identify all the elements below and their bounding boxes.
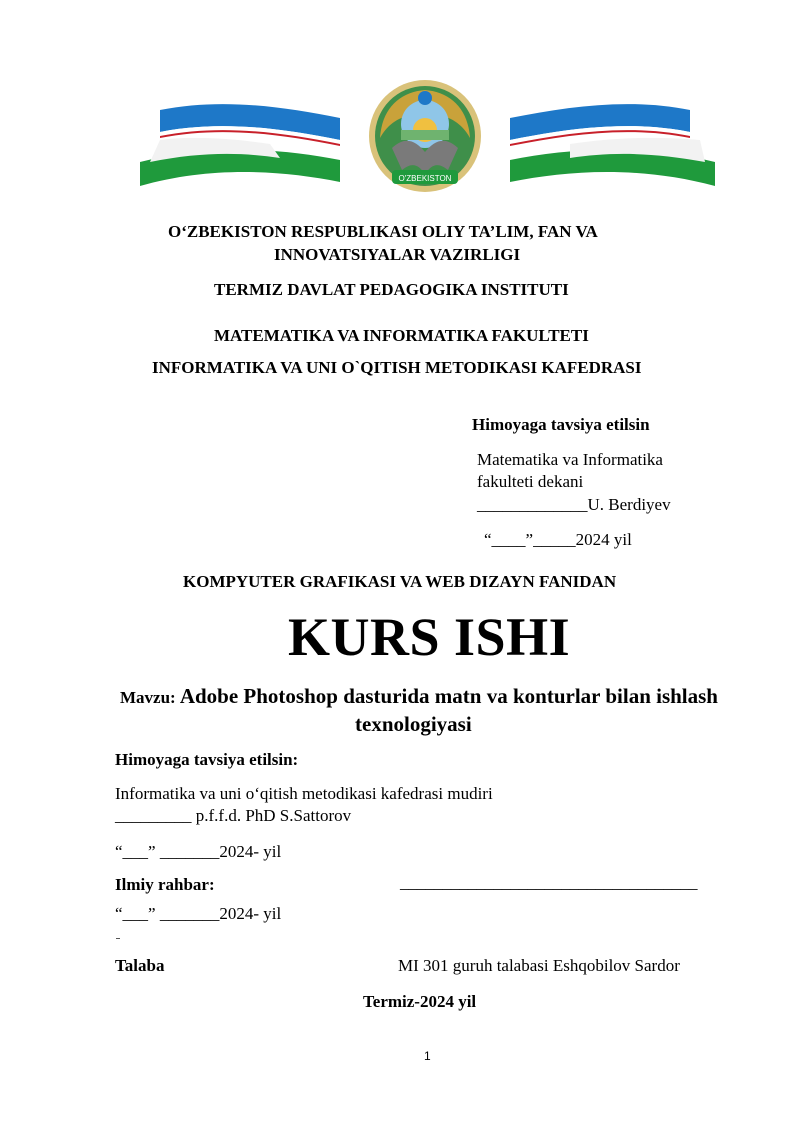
topic-line-1 [120,684,718,709]
department-head-date: “___” _______2024- yil [115,842,282,861]
defense-heading: Himoyaga tavsiya etilsin: [115,750,299,769]
city-year: Termiz-2024 yil [363,992,477,1011]
advisor-date: “___” _______2024- yil [115,904,282,923]
ministry-line-2: INNOVATSIYALAR VAZIRLIGI [274,245,521,264]
flag-ribbon-right [510,104,715,186]
department-name: INFORMATIKA VA UNI O`QITISH METODIKASI KAFEDRASI [152,358,642,377]
topic-line-2: texnologiyasi [355,712,472,736]
flag-ribbon-left [140,104,340,186]
student-value: MI 301 guruh talabasi Eshqobilov Sardor [398,956,680,975]
document-title: KURS ISHI [288,607,571,667]
stray-mark [116,938,120,939]
approval-heading: Himoyaga tavsiya etilsin [472,415,650,434]
student-label: Talaba [115,956,165,975]
topic-text-1: Adobe Photoshop dasturida matn va konturlar bilan ishlash [179,684,718,708]
faculty-name: MATEMATIKA VA INFORMATIKA FAKULTETI [214,326,589,345]
institute-name: TERMIZ DAVLAT PEDAGOGIKA INSTITUTI [214,280,569,299]
approval-date: “____”_____2024 yil [484,530,632,549]
advisor-label: Ilmiy rahbar: [115,875,215,894]
state-seal [369,80,481,192]
department-head-role: Informatika va uni o‘qitish metodikasi kafedrasi mudiri [115,784,493,803]
ministry-line-1: O‘ZBEKISTON RESPUBLIKASI OLIY TA’LIM, FAN VA [168,222,598,241]
approval-signature: _____________U. Berdiyev [477,495,671,514]
seal-label: O'ZBEKISTON [398,174,452,183]
advisor-signature-line: ___________________________________ [400,873,698,892]
approval-role-line-2: fakulteti dekani [477,472,584,491]
course-subject: KOMPYUTER GRAFIKASI VA WEB DIZAYN FANIDAN [183,572,617,591]
topic-label: Mavzu: [120,688,176,707]
department-head-signature: _________ p.f.f.d. PhD S.Sattorov [115,806,352,825]
state-emblem-banner [130,78,720,196]
approval-role-line-1: Matematika va Informatika [477,450,663,469]
page-number: 1 [424,1049,431,1063]
